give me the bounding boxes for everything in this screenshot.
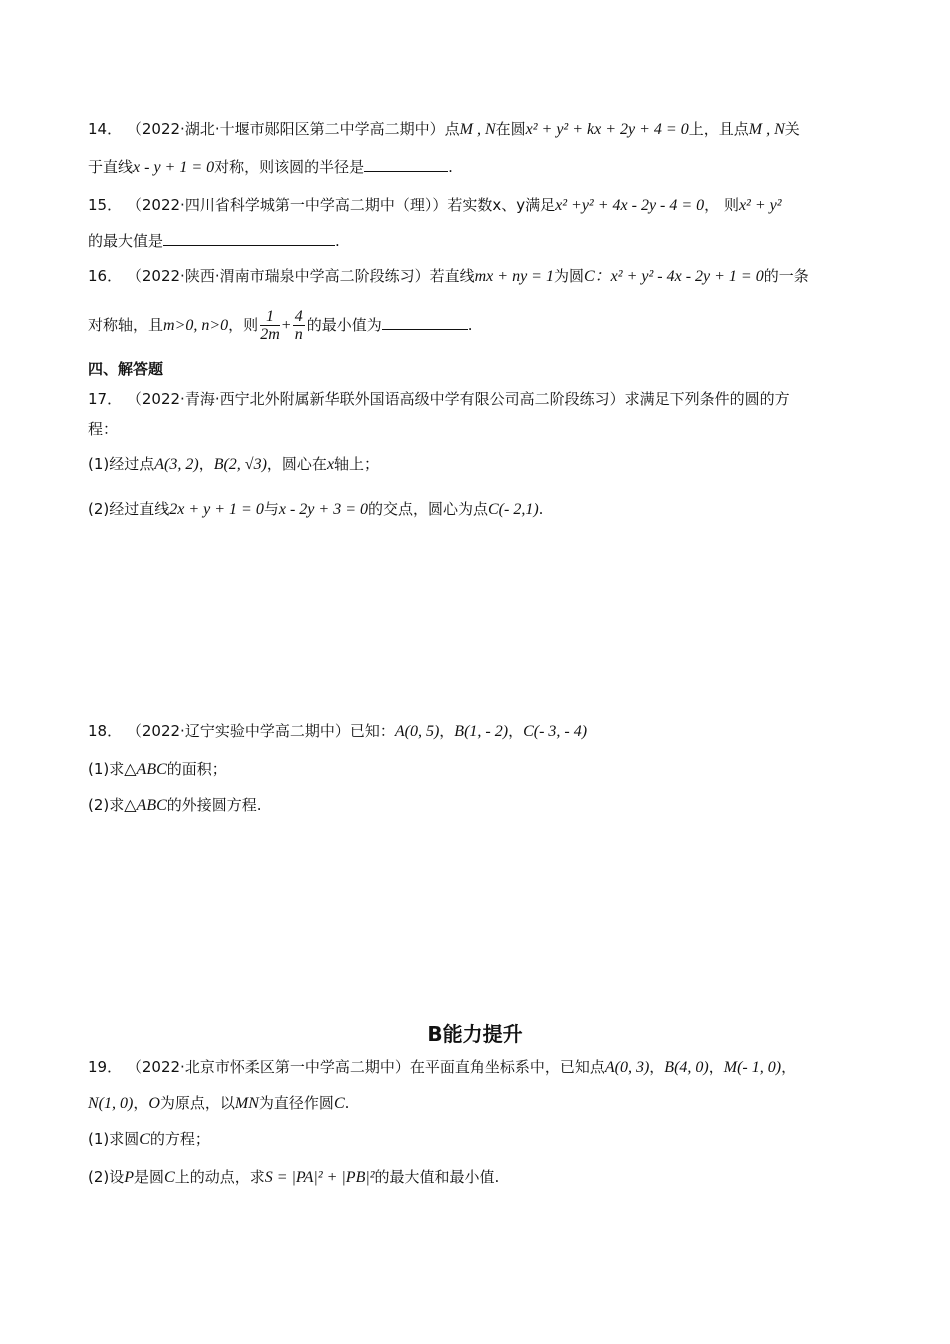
section-heading-answers: 四、解答题 <box>88 360 164 378</box>
q16-fraction-1-denominator: 2m <box>260 326 280 343</box>
q17-part2-text: 的交点，圆心为点 <box>367 500 488 518</box>
q19-part2 <box>88 1166 862 1189</box>
q14-circle-equation: x² + y² + kx + 2y + 4 = 0 <box>525 121 689 138</box>
q18-triangle: △ABC <box>124 761 167 778</box>
q15-text: ， 则 <box>704 196 739 214</box>
q17-line2: 程： <box>88 420 119 438</box>
q17-line1 <box>88 388 862 410</box>
q15-text: 的最大值是 <box>88 232 164 250</box>
q17-line-equation-2: x - 2y + 3 = 0 <box>278 501 368 518</box>
q14-text: 点 <box>444 120 460 138</box>
q18-number: 18． <box>88 722 123 740</box>
q16-circle-equation: x² + y² - 4x - 2y + 1 = 0 <box>610 268 764 285</box>
q15-source: （2022·四川省科学城第一中学高二期中（理）） <box>126 196 448 214</box>
q16-text: 对称轴，且 <box>88 316 164 334</box>
q16-number: 16． <box>88 267 123 285</box>
q16-text: 为圆 <box>553 267 584 285</box>
q15-vars: x、y <box>492 196 526 214</box>
q15-line2 <box>88 230 862 252</box>
q17-text: 求满足下列条件的圆的方 <box>624 390 790 408</box>
q19-point-m: M(- 1, 0) <box>723 1059 782 1076</box>
q15-number: 15． <box>88 196 123 214</box>
q19-text: 为直径作圆 <box>258 1094 334 1112</box>
q15-answer-blank[interactable] <box>163 231 335 246</box>
q16-fraction-1-numerator: 1 <box>260 308 280 326</box>
q18-part2-text: (2)求 <box>88 796 125 814</box>
q17-point-a: A(3, 2) <box>154 456 199 473</box>
q15-expression: x² + y² <box>738 197 782 214</box>
q19-text: 为原点，以 <box>159 1094 235 1112</box>
q19-part2-text: 的最大值和最小值. <box>374 1168 500 1186</box>
q19-separator: ， <box>781 1058 797 1076</box>
q18-part2-text: 的外接圆方程. <box>166 796 262 814</box>
q18-point-c: C(- 3, - 4) <box>523 723 588 740</box>
q15-text: 满足 <box>525 196 556 214</box>
q18-point-a: A(0, 5) <box>394 723 440 740</box>
q19-part2-text: 上的动点，求 <box>174 1168 265 1186</box>
q18-source: （2022·辽宁实验中学高二期中） <box>126 722 350 740</box>
q17-part1-text: 轴上； <box>334 455 380 473</box>
q16-condition: m>0, n>0 <box>163 317 229 334</box>
q16-plus: + <box>281 317 291 334</box>
q16-fraction-2-numerator: 4 <box>294 308 303 325</box>
q19-line2 <box>88 1092 862 1115</box>
q16-text: 若直线 <box>429 267 475 285</box>
q14-text: 上，且点 <box>688 120 749 138</box>
q15-text: 若实数 <box>447 196 493 214</box>
q14-line-equation: x - y + 1 = 0 <box>133 159 215 176</box>
q19-text: ， <box>133 1094 149 1112</box>
q17-part1-text: (1)经过点 <box>88 455 155 473</box>
q17-part2-text: (2)经过直线 <box>88 500 170 518</box>
q19-text: 在平面直角坐标系中，已知点 <box>409 1058 605 1076</box>
q17-period: . <box>538 500 544 518</box>
q14-text: 关 <box>784 120 800 138</box>
q19-part1-text: (1)求圆 <box>88 1130 140 1148</box>
q19-period: . <box>344 1094 350 1112</box>
q19-segment-mn: MN <box>234 1095 259 1112</box>
q16-line2 <box>88 306 862 345</box>
q15-line1 <box>88 194 862 217</box>
q19-point-b: B(4, 0) <box>664 1059 709 1076</box>
q14-text: 在圆 <box>495 120 526 138</box>
q14-points: M , N <box>459 121 496 138</box>
q19-s-expression: S = |PA|² + |PB|² <box>264 1169 375 1186</box>
q14-text: 对称，则该圆的半径是 <box>214 158 365 176</box>
q19-point-a: A(0, 3) <box>604 1059 650 1076</box>
q19-line1 <box>88 1056 862 1079</box>
q17-part1 <box>88 453 862 476</box>
q16-text: 的最小值为 <box>306 316 382 334</box>
q14-answer-blank[interactable] <box>364 157 448 172</box>
q15-period: . <box>335 232 340 250</box>
q18-part2 <box>88 794 862 817</box>
q17-line-equation-1: 2x + y + 1 = 0 <box>169 501 264 518</box>
q17-part2 <box>88 498 862 521</box>
q18-part1 <box>88 758 862 781</box>
q18-part1-text: (1)求 <box>88 760 125 778</box>
q19-point-p: P <box>124 1169 135 1186</box>
q16-answer-blank[interactable] <box>382 315 468 330</box>
q19-circle-c: C <box>139 1131 150 1148</box>
q17-part1-text: ， <box>198 455 214 473</box>
q19-source: （2022·北京市怀柔区第一中学高二期中） <box>126 1058 410 1076</box>
q14-line2 <box>88 156 862 179</box>
q18-line1 <box>88 720 862 743</box>
q19-origin: O <box>148 1095 160 1112</box>
q17-point-b: B(2, √3) <box>213 456 267 473</box>
section-title-b: B能力提升 <box>427 1022 523 1046</box>
q19-circle-c: C <box>333 1095 345 1112</box>
q14-number: 14． <box>88 120 123 138</box>
q19-circle-c: C <box>164 1169 175 1186</box>
q18-point-b: B(1, - 2) <box>454 723 509 740</box>
q16-source: （2022·陕西·渭南市瑞泉中学高二阶段练习） <box>126 267 430 285</box>
q16-fraction-2-denominator: n <box>294 326 303 343</box>
q17-x-axis: x <box>326 456 335 473</box>
q16-line1 <box>88 265 862 288</box>
q14-text: 于直线 <box>88 158 134 176</box>
q14-points: M , N <box>748 121 785 138</box>
q18-part1-text: 的面积； <box>166 760 227 778</box>
q18-separator: ， <box>439 722 455 740</box>
q16-fraction-1 <box>260 308 280 343</box>
q18-separator: ， <box>508 722 524 740</box>
q16-period: . <box>467 316 473 334</box>
q18-triangle: △ABC <box>124 797 167 814</box>
q19-part2-text: 是圆 <box>134 1168 165 1186</box>
q19-separator: ， <box>708 1058 724 1076</box>
q17-part1-text: ，圆心在 <box>266 455 327 473</box>
q19-number: 19． <box>88 1058 123 1076</box>
q19-point-n: N(1, 0) <box>88 1095 134 1112</box>
q16-text: 的一条 <box>763 267 809 285</box>
q14-period: . <box>448 158 453 176</box>
q17-part2-text: 与 <box>263 500 279 518</box>
q16-text: ，则 <box>228 316 259 334</box>
q18-text: 已知： <box>349 722 395 740</box>
q19-part1 <box>88 1128 862 1151</box>
q17-center-point: C(- 2,1) <box>488 501 539 518</box>
q17-number: 17． <box>88 390 123 408</box>
q16-fraction-2 <box>293 308 305 343</box>
q19-separator: ， <box>649 1058 665 1076</box>
q16-circle-name: C： <box>583 268 611 285</box>
q19-part2-text: (2)设 <box>88 1168 125 1186</box>
q14-line1 <box>88 118 862 141</box>
q14-source: （2022·湖北·十堰市郧阳区第二中学高二期中） <box>126 120 445 138</box>
q19-part1-text: 的方程； <box>149 1130 210 1148</box>
q15-equation: x² +y² + 4x - 2y - 4 = 0 <box>555 197 705 214</box>
q16-line-equation: mx + ny = 1 <box>474 268 554 285</box>
q17-source: （2022·青海·西宁北外附属新华联外国语高级中学有限公司高二阶段练习） <box>126 390 625 408</box>
